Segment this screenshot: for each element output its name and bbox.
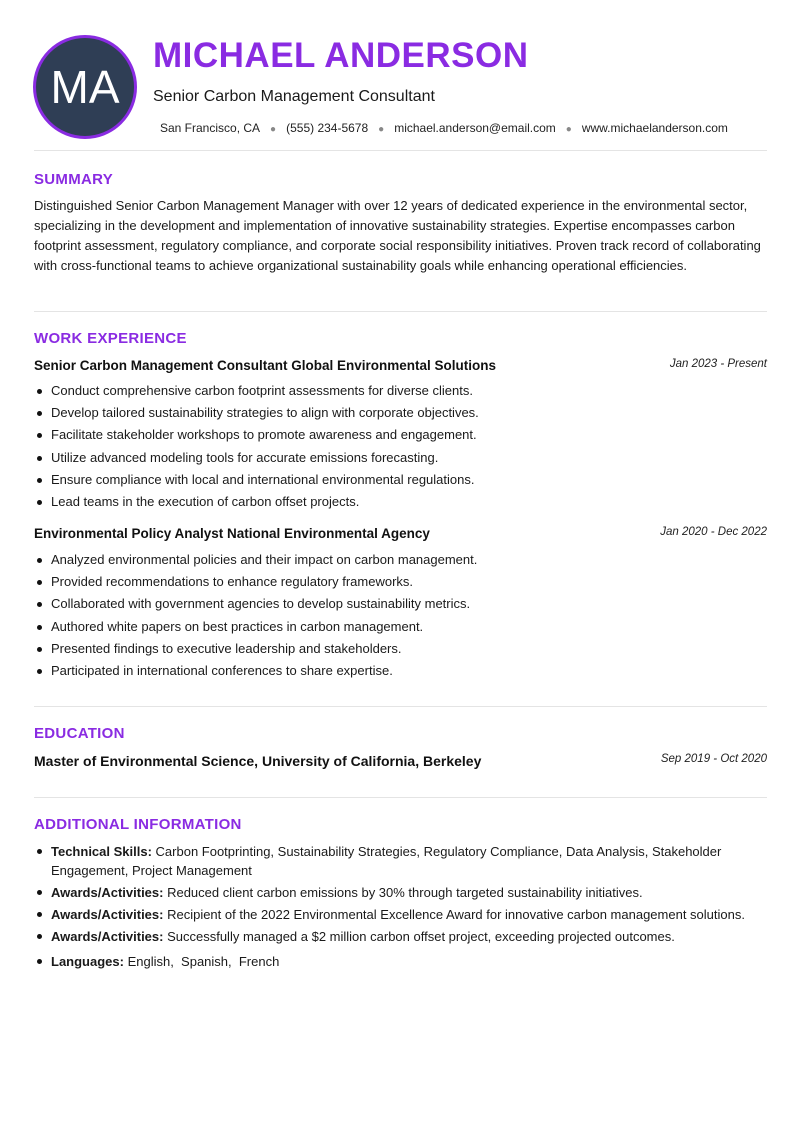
divider — [34, 706, 767, 707]
list-item: Conduct comprehensive carbon footprint assessments for diverse clients. — [34, 380, 479, 402]
item-text: Reduced client carbon emissions by 30% through targeted sustainability initiatives. — [163, 885, 643, 900]
job-bullets — [34, 549, 477, 682]
list-item: Ensure compliance with local and international environmental regulations. — [34, 469, 479, 491]
job-header — [34, 526, 767, 541]
divider — [34, 311, 767, 312]
summary-heading: SUMMARY — [34, 171, 114, 188]
job-role: Senior Carbon Management Consultant Global Environmental Solutions — [34, 358, 497, 373]
contact-email[interactable]: michael.anderson@email.com — [394, 121, 556, 135]
education-degree: Master of Environmental Science, University of California, Berkeley — [34, 753, 482, 769]
item-label: Languages: — [51, 954, 124, 969]
contact-info — [160, 121, 728, 135]
item-text: Carbon Footprinting, Sustainability Strategies, Regulatory Compliance, Data Analysis, Stakeholder Engagement, Project Management — [51, 844, 722, 878]
list-item — [34, 842, 767, 880]
item-text: Successfully managed a $2 million carbon offset project, exceeding projected outcomes. — [163, 929, 675, 944]
list-item: Develop tailored sustainability strategies to align with corporate objectives. — [34, 402, 479, 424]
separator-dot-icon: ● — [378, 124, 385, 135]
list-item: Analyzed environmental policies and their impact on carbon management. — [34, 549, 477, 571]
contact-phone: (555) 234-5678 — [286, 121, 369, 135]
item-label: Technical Skills: — [51, 844, 152, 859]
divider — [34, 150, 767, 151]
separator-dot-icon: ● — [270, 124, 277, 135]
list-item — [34, 905, 767, 924]
list-item: Utilize advanced modeling tools for accurate emissions forecasting. — [34, 447, 479, 469]
item-label: Awards/Activities: — [51, 885, 164, 900]
job-dates: Jan 2023 - Present — [669, 358, 767, 370]
candidate-title: Senior Carbon Management Consultant — [153, 88, 435, 105]
list-item — [34, 883, 767, 902]
candidate-name: MICHAEL ANDERSON — [153, 36, 529, 75]
summary-text: Distinguished Senior Carbon Management Manager with over 12 years of dedicated experience in the environmental sector, specializing in the development and implementation of innovative sustainability strategies. Expertise encompasses carbon footprint assessment, regulatory compliance, and corporate social responsibility initiatives. Proven track record of collaborating with cross-functional teams to achieve organizational sustainability goals while enhancing operational efficiencies. — [34, 198, 761, 273]
job-dates: Jan 2020 - Dec 2022 — [660, 526, 767, 538]
separator-dot-icon: ● — [565, 124, 572, 135]
contact-website[interactable]: www.michaelanderson.com — [581, 121, 728, 135]
avatar — [33, 35, 137, 139]
additional-heading: ADDITIONAL INFORMATION — [34, 816, 242, 833]
list-item: Authored white papers on best practices in carbon management. — [34, 616, 477, 638]
additional-list — [34, 842, 767, 974]
list-item: Presented findings to executive leadership and stakeholders. — [34, 638, 477, 660]
experience-heading: WORK EXPERIENCE — [34, 330, 187, 347]
education-dates: Sep 2019 - Oct 2020 — [660, 753, 767, 765]
avatar-initials: MA — [50, 61, 120, 113]
list-item: Collaborated with government agencies to develop sustainability metrics. — [34, 593, 477, 615]
item-text: English, Spanish, French — [123, 954, 280, 969]
list-item — [34, 927, 767, 946]
divider — [34, 797, 767, 798]
job-bullets — [34, 380, 479, 513]
job-header — [34, 358, 767, 373]
contact-location: San Francisco, CA — [160, 121, 261, 135]
list-item: Lead teams in the execution of carbon offset projects. — [34, 491, 479, 513]
list-item: Provided recommendations to enhance regulatory frameworks. — [34, 571, 477, 593]
item-label: Awards/Activities: — [51, 929, 164, 944]
item-text: Recipient of the 2022 Environmental Excellence Award for innovative carbon management solutions. — [163, 907, 745, 922]
education-heading: EDUCATION — [34, 725, 125, 742]
education-entry — [34, 753, 767, 769]
job-role: Environmental Policy Analyst National Environmental Agency — [34, 526, 430, 541]
list-item — [34, 952, 767, 971]
item-label: Awards/Activities: — [51, 907, 164, 922]
list-item: Facilitate stakeholder workshops to promote awareness and engagement. — [34, 424, 479, 446]
list-item: Participated in international conferences to share expertise. — [34, 660, 477, 682]
